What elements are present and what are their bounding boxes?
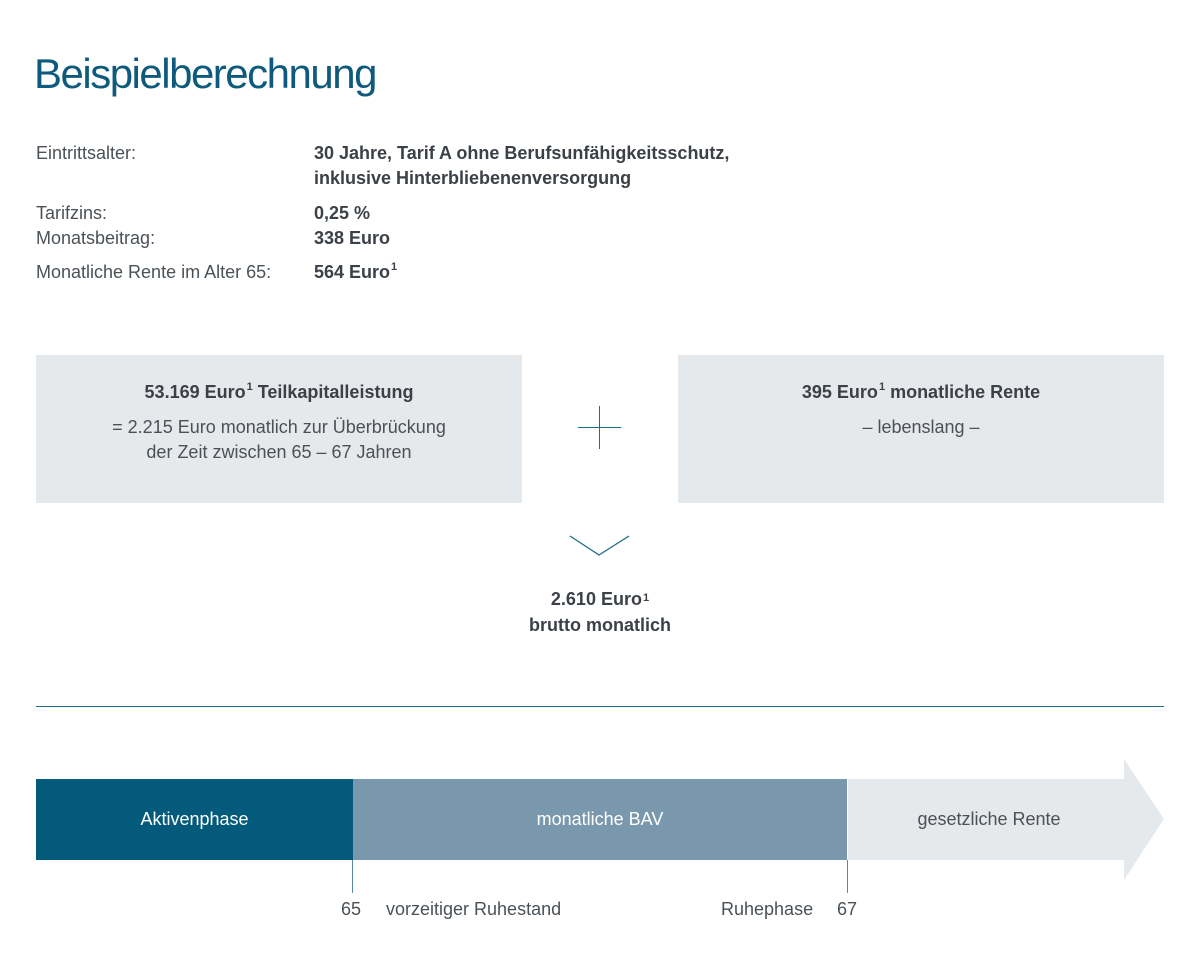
age-65-label: 65 [341,899,362,919]
monthly-pension-amount: 395 Euro [801,382,878,402]
monthly-pension-box [678,355,1164,503]
contribution-value: 338 Euro [314,228,391,248]
pension-value-wrap [314,262,397,283]
chevron-down-icon [568,533,632,559]
monthly-pension-line1: – lebenslang – [862,417,980,437]
total-block [450,586,750,638]
monthly-pension-heading [678,382,1164,403]
early-retirement-label: vorzeitiger Ruhestand [386,899,562,919]
total-amount-line [450,586,750,612]
tick-65 [352,860,353,893]
monthly-pension-heading-rest: monatliche Rente [885,382,1041,402]
total-footnote: 1 [642,592,650,604]
total-gross-label: brutto monatlich [529,615,671,635]
timeline-segment-active: Aktivenphase [36,779,353,860]
interest-value: 0,25 % [314,203,371,223]
partial-capital-heading-rest: Teilkapitalleistung [252,382,414,402]
rest-phase-label: Ruhephase [721,899,814,919]
entry-age-value-line1: 30 Jahre, Tarif A ohne Berufsunfähigkeitsschutz, [314,143,730,163]
plus-icon-horizontal [578,427,621,428]
timeline-segment-bav: monatliche BAV [353,779,847,860]
total-amount: 2.610 Euro [550,589,642,609]
partial-capital-footnote: 1 [246,381,253,393]
partial-capital-heading [36,382,522,403]
interest-label: Tarifzins: [36,203,108,223]
age-67-label: 67 [837,899,858,919]
tick-67 [847,860,848,893]
timeline-segment-statutory: gesetzliche Rente [917,809,1061,829]
partial-capital-amount: 53.169 Euro [144,382,246,402]
entry-age-value-line2: inklusive Hinterbliebenenversorgung [314,168,632,188]
entry-age-label: Eintrittsalter: [36,143,137,163]
pension-footnote: 1 [391,261,398,273]
page-title: Beispielberechnung [34,50,376,98]
partial-capital-line1: = 2.215 Euro monatlich zur Überbrückung [112,417,446,437]
pension-value: 564 Euro [314,262,391,282]
divider [36,706,1164,707]
partial-capital-box [36,355,522,503]
pension-label: Monatliche Rente im Alter 65: [36,262,272,282]
partial-capital-line2: der Zeit zwischen 65 – 67 Jahren [146,442,412,462]
monthly-pension-footnote: 1 [878,381,886,393]
contribution-label: Monatsbeitrag: [36,228,156,248]
